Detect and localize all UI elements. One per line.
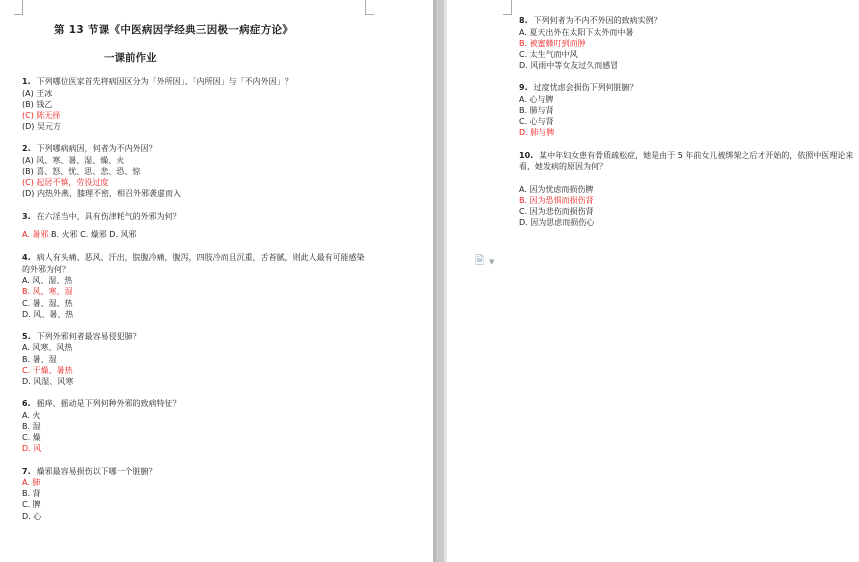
question-body: 摇痒、摇动是下列何种外邪的致病特征？ (36, 399, 181, 409)
question-number: 9. (519, 83, 528, 93)
answer-option: A. 因为忧虑而损伤脾 (519, 184, 594, 194)
question-text (22, 211, 367, 223)
question-number: 10. (519, 150, 534, 160)
question-list-right (519, 15, 854, 228)
answer-option: D. 风雨中等女友过久而感冒 (519, 61, 619, 71)
page-left-content (22, 0, 367, 522)
answer-option-correct: B. 因为恐惧而损伤肾 (519, 195, 594, 205)
option-list (22, 342, 367, 387)
answer-option: C. 暑、湿、热 (22, 298, 73, 308)
answer-option: B. 暑、湿 (22, 354, 57, 364)
option-list (519, 184, 854, 229)
answer-option: B. 火邪 (48, 230, 78, 240)
answer-option: C. 脾 (22, 500, 41, 510)
answer-option: B. 湿 (22, 421, 41, 431)
answer-option-correct: B. 风、寒、湿 (22, 287, 73, 297)
answer-option: (D) 吴元方 (22, 122, 61, 132)
chevron-down-icon[interactable]: ▼ (489, 258, 495, 266)
question-item (22, 466, 367, 522)
answer-option-correct: A. 暑邪 (22, 230, 49, 240)
answer-option: C. 太生气而中风 (519, 49, 578, 59)
answer-option: B. 肺与肾 (519, 106, 554, 116)
question-number: 3. (22, 211, 31, 221)
answer-option: C. 心与肾 (519, 117, 554, 127)
answer-option: B. 肾 (22, 489, 41, 499)
page-gutter (433, 0, 447, 562)
answer-option: A. 心与脾 (519, 94, 554, 104)
page-right-content (519, 0, 854, 228)
answer-option-correct: D. 风 (22, 444, 42, 454)
answer-option: D. 心 (22, 511, 42, 521)
answer-option: (A) 王冰 (22, 88, 53, 98)
answer-option: D. 因为思虑而损伤心 (519, 218, 595, 228)
question-body: 在六淫当中，具有伤津耗气的外邪为何？ (36, 211, 181, 221)
document-title: 第 13 节课《中医病因学经典三因极一病症方论》 (54, 24, 294, 36)
answer-option: C. 燥邪 (77, 230, 107, 240)
option-list (22, 410, 367, 455)
document-subtitle: 一课前作业 (104, 52, 157, 64)
option-list (519, 94, 854, 139)
question-body: 下列外邪何者最容易侵犯肺？ (36, 331, 141, 341)
answer-option: A. 夏天出外在太阳下太外而中暑 (519, 27, 634, 37)
page-corner-mark (503, 0, 512, 15)
option-list (22, 275, 367, 320)
question-text (22, 331, 367, 343)
question-item (22, 211, 367, 242)
question-body: 燥邪最容易损伤以下哪一个脏腑？ (36, 466, 157, 476)
question-body: 过度忧虑会损伤下列何脏腑？ (533, 83, 638, 93)
answer-option: (B) 喜、怒、忧、思、悲、恐、惊 (22, 167, 141, 177)
question-text (22, 143, 367, 155)
question-text (519, 15, 854, 27)
question-item (519, 15, 854, 71)
question-item (22, 76, 367, 132)
question-text (519, 82, 854, 94)
question-item (22, 252, 367, 320)
question-item (519, 150, 854, 229)
answer-option: A. 火 (22, 410, 41, 420)
question-text (22, 398, 367, 410)
question-number: 7. (22, 466, 31, 476)
answer-option: (B) 钱乙 (22, 99, 53, 109)
question-number: 6. (22, 399, 31, 409)
answer-option: C. 燥 (22, 433, 41, 443)
option-list (22, 88, 367, 133)
question-list-left (22, 76, 367, 522)
question-text (22, 466, 367, 478)
answer-option: D. 风、暑、热 (22, 309, 74, 319)
question-text (519, 150, 854, 173)
option-list (22, 155, 367, 200)
question-number: 1. (22, 77, 31, 86)
answer-option: D. 风邪 (106, 230, 137, 240)
question-body: 下列哪位医家首先将病因区分为「外所因」、「内所因」与「不内外因」？ (36, 77, 293, 86)
answer-option: (D) 内热外燕，膝理不密，相召外邪袭虚而入 (22, 189, 181, 199)
answer-option-correct: (C) 起居不慎，劳役过度 (22, 178, 109, 188)
option-list (519, 27, 854, 72)
answer-option: C. 因为悲伤而损伤肾 (519, 207, 594, 217)
question-number: 5. (22, 331, 31, 341)
answer-option-correct: C. 干燥、暑热 (22, 365, 73, 375)
question-body: 下列何者为不内不外因的致病实例？ (533, 16, 662, 25)
answer-option-correct: A. 肺 (22, 478, 41, 488)
answer-option: (A) 风、寒、暑、湿、燥、火 (22, 155, 125, 165)
question-number: 2. (22, 144, 31, 154)
question-body: 某中年妇女患有骨质疏松症，她是由于 5 年前女儿被绑架之后才开始的，依照中医理论来看，她发病的原因为何？ (519, 150, 854, 172)
document-icon[interactable]: 🗎 (475, 254, 484, 267)
question-number: 8. (519, 16, 528, 25)
answer-option: A. 风寒、风热 (22, 343, 73, 353)
answer-option-correct: B. 被蜜蜂叮到而肿 (519, 38, 586, 48)
answer-option: A. 风、湿、热 (22, 276, 73, 286)
question-body: 病人有头痛、恶风、汗出，脘腹冷痛，腹泻，四肢冷而且沉重，舌苔腻，则此人最有可能感染的外邪为何？ (22, 253, 365, 274)
page-right (447, 0, 859, 562)
answer-option: D. 风湿、风寒 (22, 377, 74, 387)
answer-option-correct: (C) 陈无择 (22, 110, 61, 120)
spacer (519, 173, 854, 184)
question-number: 4. (22, 253, 31, 263)
option-list (22, 477, 367, 522)
question-item (519, 82, 854, 138)
question-item (22, 143, 367, 199)
question-body: 下列哪病病因，何者为不内外因？ (36, 144, 157, 154)
question-item (22, 398, 367, 454)
question-text (22, 76, 367, 88)
question-item (22, 331, 367, 387)
option-list (22, 222, 367, 241)
answer-option-correct: D. 肺与脾 (519, 128, 555, 138)
question-text (22, 252, 367, 275)
